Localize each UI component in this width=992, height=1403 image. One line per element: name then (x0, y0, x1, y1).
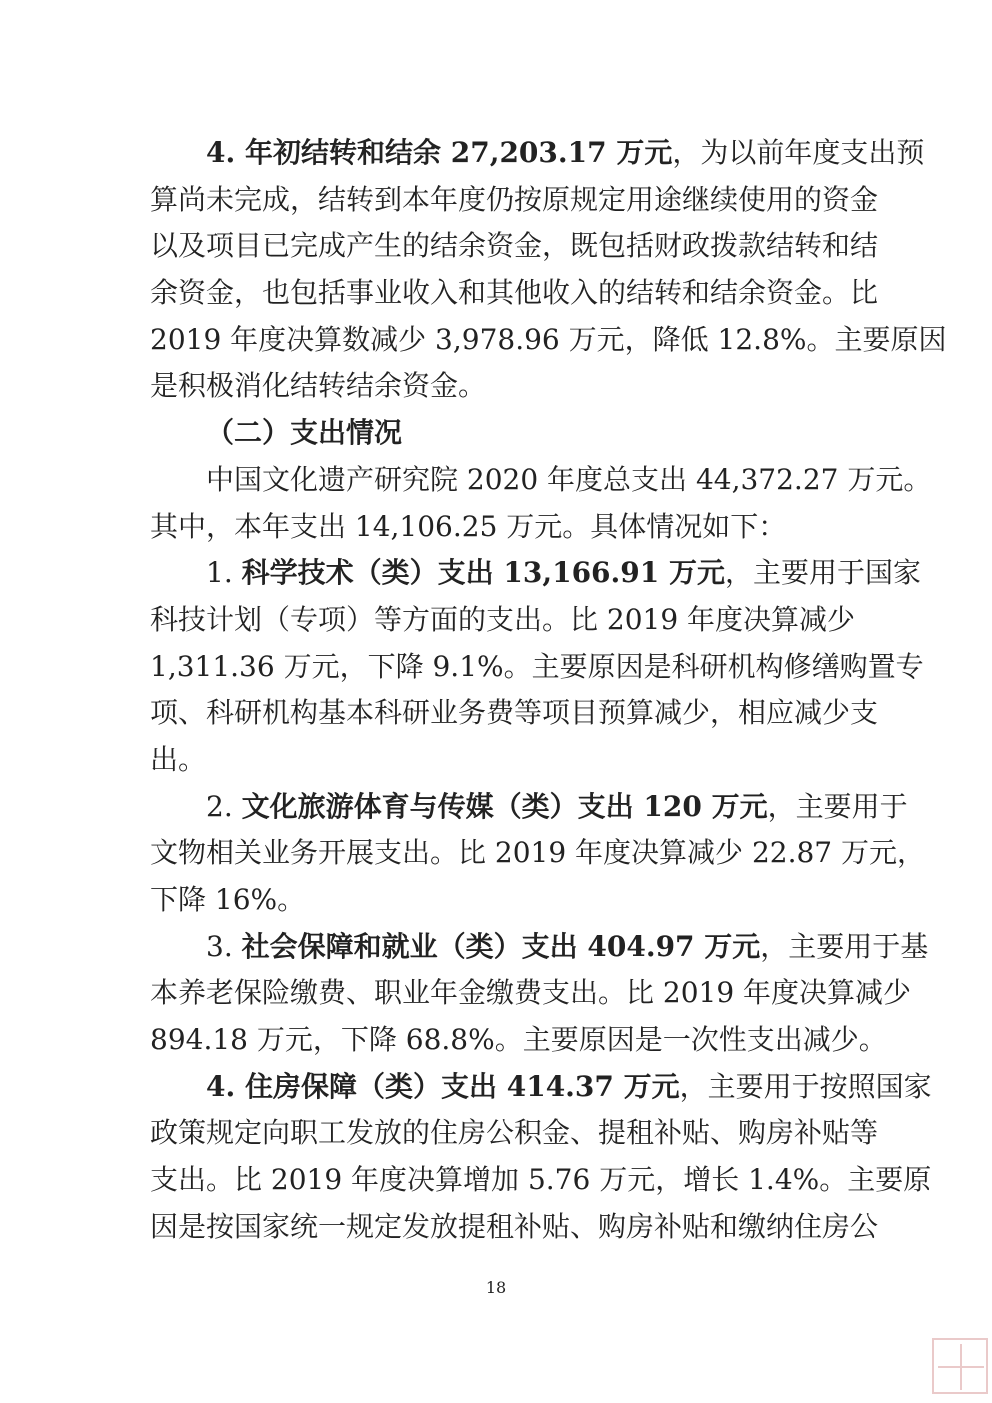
text-line: 以及项目已完成产生的结余资金，既包括财政拨款结转和结 (150, 229, 879, 263)
paragraph-culture-tourism (150, 784, 926, 924)
paragraph-carryover-balance (150, 130, 947, 410)
text-line: 文物相关业务开展支出。比 2019 年度决算减少 22.87 万元， (150, 836, 926, 870)
text-line: 中国文化遗产研究院 2020 年度总支出 44,372.27 万元。 (206, 462, 932, 496)
text-line: 2019 年度决算数减少 3,978.96 万元，降低 12.8%。主要原因 (150, 322, 947, 356)
text-line: 支出。比 2019 年度决算增加 5.76 万元，增长 1.4%。主要原 (150, 1163, 932, 1197)
text-line: 是积极消化结转结余资金。 (150, 369, 487, 403)
text-line: 894.18 万元，下降 68.8%。主要原因是一次性支出减少。 (150, 1023, 887, 1057)
text-line: 3. 社会保障和就业（类）支出 404.97 万元，主要用于基 (206, 929, 929, 963)
document-page (150, 130, 947, 1251)
text-line: 项、科研机构基本科研业务费等项目预算减少，相应减少支 (150, 696, 879, 730)
text-line: 4. 住房保障（类）支出 414.37 万元，主要用于按照国家 (206, 1069, 932, 1103)
paragraph-science-technology (150, 550, 924, 783)
text-line: 余资金，也包括事业收入和其他收入的结转和结余资金。比 (150, 276, 879, 310)
paragraph-housing (150, 1064, 932, 1251)
text-line: 下降 16%。 (150, 883, 306, 916)
text-line: 2. 文化旅游体育与传媒（类）支出 120 万元，主要用于 (206, 789, 908, 823)
section-heading: （二）支出情况 (206, 416, 403, 450)
text-line: 政策规定向职工发放的住房公积金、提租补贴、购房补贴等 (150, 1116, 879, 1150)
text-line: 科技计划（专项）等方面的支出。比 2019 年度决算减少 (150, 602, 856, 636)
text-line: 4. 年初结转和结余 27,203.17 万元，为以前年度支出预 (206, 136, 925, 169)
paragraph-total-expenditure (150, 457, 932, 550)
seal-stamp-icon (932, 1338, 988, 1394)
text-line: 其中，本年支出 14,106.25 万元。具体情况如下： (150, 509, 787, 543)
text-line: 出。 (150, 742, 207, 776)
paragraph-social-security (150, 924, 929, 1064)
text-line: 因是按国家统一规定发放提租补贴、购房补贴和缴纳住房公 (150, 1209, 879, 1243)
text-line: 本养老保险缴费、职业年金缴费支出。比 2019 年度决算减少 (150, 976, 912, 1010)
text-line: 算尚未完成，结转到本年度仍按原规定用途继续使用的资金 (150, 182, 879, 216)
text-line: 1. 科学技术（类）支出 13,166.91 万元，主要用于国家 (206, 556, 922, 590)
page-number: 18 (485, 1278, 507, 1297)
text-line: 1,311.36 万元，下降 9.1%。主要原因是科研机构修缮购置专 (150, 649, 924, 683)
